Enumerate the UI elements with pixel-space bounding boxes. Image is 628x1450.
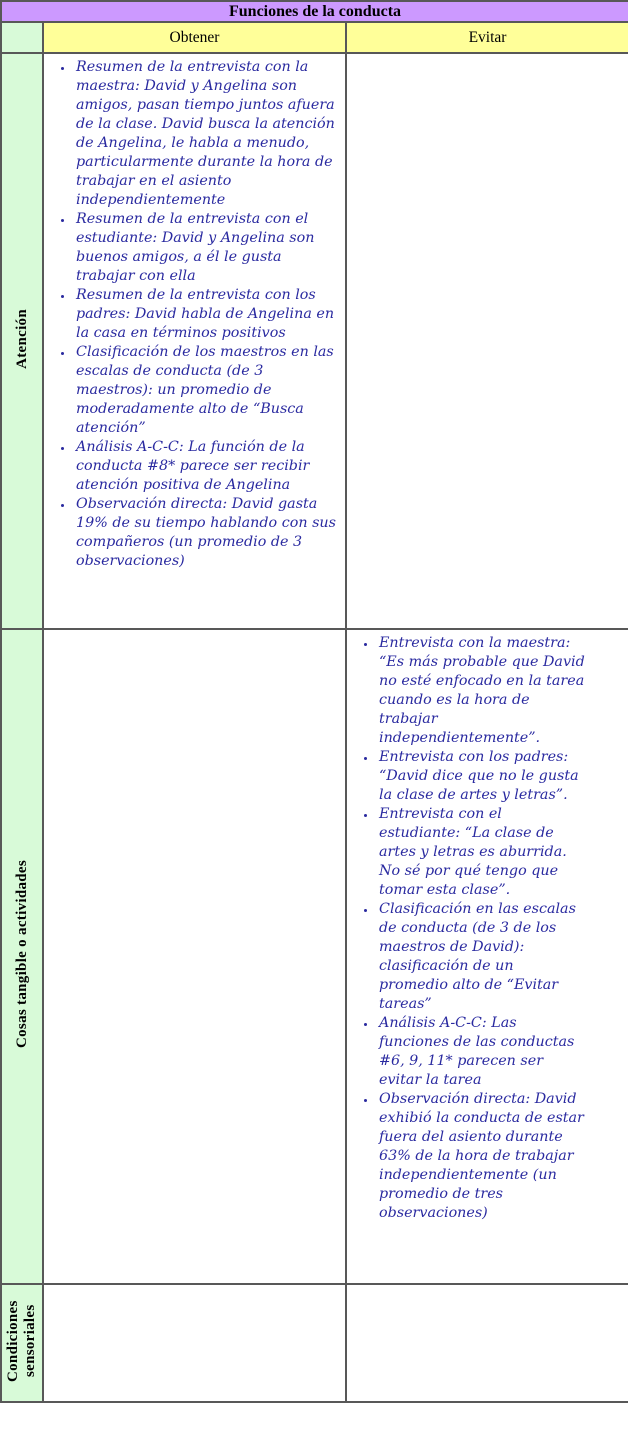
bullet-item: • Observación directa: David gasta 19% de su tiempo hablando con sus compañeros (un promedio de 3 observaciones) bbox=[74, 495, 341, 571]
cosas-evitar-list bbox=[347, 634, 628, 1223]
condiciones-obtener-cell bbox=[43, 1284, 346, 1402]
row-label-cell-cosas bbox=[1, 629, 43, 1284]
atencion-obtener-cell bbox=[43, 53, 346, 629]
row-label-cell-atencion bbox=[1, 53, 43, 629]
row-cosas-tangibles bbox=[1, 629, 628, 1284]
column-header-obtener: Obtener bbox=[43, 22, 346, 53]
column-header-evitar: Evitar bbox=[346, 22, 628, 53]
bullet-item: • Resumen de la entrevista con los padres: David habla de Angelina en la casa en términos positivos bbox=[74, 286, 341, 343]
bullet-item: • Observación directa: David exhibió la conducta de estar fuera del asiento durante 63% de la hora de trabajar independientemente (un promedio de tres observaciones) bbox=[377, 1090, 586, 1223]
row-label-cosas-tangibles: Cosas tangible o actividades bbox=[13, 860, 30, 1048]
corner-cell bbox=[1, 22, 43, 53]
table-title: Funciones de la conducta bbox=[1, 1, 628, 22]
cosas-obtener-cell bbox=[43, 629, 346, 1284]
bullet-item: • Clasificación de los maestros en las escalas de conducta (de 3 maestros): un promedio de moderadamente alto de “Busca atención” bbox=[74, 343, 341, 438]
row-label-cell-condiciones bbox=[1, 1284, 43, 1402]
bullet-item: • Análisis A-C-C: La función de la conducta #8* parece ser recibir atención positiva de Angelina bbox=[74, 438, 341, 495]
bullet-item: • Entrevista con la maestra: “Es más probable que David no esté enfocado en la tarea cuando es la hora de trabajar independientemente”. bbox=[377, 634, 586, 748]
row-condiciones-sensoriales bbox=[1, 1284, 628, 1402]
cosas-evitar-cell bbox=[346, 629, 628, 1284]
column-header-row bbox=[1, 22, 628, 53]
bullet-item: • Análisis A-C-C: Las funciones de las conductas #6, 9, 11* parecen ser evitar la tarea bbox=[377, 1014, 586, 1090]
bullet-item: • Resumen de la entrevista con el estudiante: David y Angelina son buenos amigos, a él le gusta trabajar con ella bbox=[74, 210, 341, 286]
bullet-item: • Entrevista con el estudiante: “La clase de artes y letras es aburrida. No sé por qué tengo que tomar esta clase”. bbox=[377, 805, 586, 900]
atencion-evitar-cell bbox=[346, 53, 628, 629]
title-row bbox=[1, 1, 628, 22]
row-atencion bbox=[1, 53, 628, 629]
row-label-atencion: Atención bbox=[13, 308, 30, 369]
condiciones-evitar-cell bbox=[346, 1284, 628, 1402]
atencion-obtener-list bbox=[44, 58, 345, 571]
bullet-item: • Resumen de la entrevista con la maestra: David y Angelina son amigos, pasan tiempo juntos afuera de la clase. David busca la atención de Angelina, le habla a menudo, particularmente durante la hora de trabajar en el asiento independientemente bbox=[74, 58, 341, 210]
row-label-condiciones-sensoriales: Condiciones sensoriales bbox=[5, 1299, 38, 1382]
bullet-item: • Clasificación en las escalas de conducta (de 3 de los maestros de David): clasificación de un promedio alto de “Evitar tareas” bbox=[377, 900, 586, 1014]
bullet-item: • Entrevista con los padres: “David dice que no le gusta la clase de artes y letras”. bbox=[377, 748, 586, 805]
